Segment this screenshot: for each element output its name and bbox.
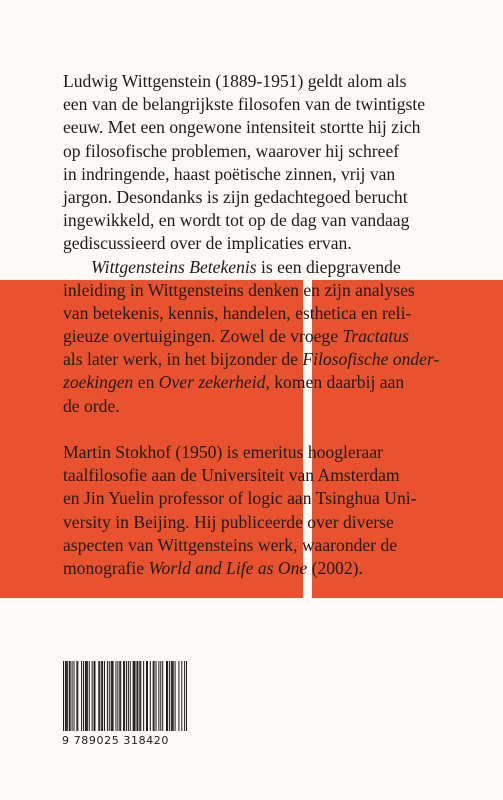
work-title: World and Life as One (148, 557, 308, 578)
barcode-bar (113, 661, 114, 731)
barcode-bar (130, 661, 131, 731)
barcode-bar (134, 661, 135, 731)
barcode-bar (128, 661, 129, 731)
text-line: Martin Stokhof (1950) is emeritus hoogleraar (63, 442, 384, 462)
barcode-bar (81, 661, 82, 731)
text-line: taalfilosofie aan de Universiteit van Amsterdam (63, 465, 400, 486)
barcode-bar (98, 661, 99, 731)
text-line: de orde. (63, 395, 120, 416)
text-span: is een diepgravende (256, 256, 401, 277)
text-line (63, 256, 483, 279)
barcode-bar (73, 661, 74, 731)
text-span: en (133, 372, 159, 393)
work-title: Over zekerheid (158, 372, 266, 393)
barcode-bar (109, 661, 110, 731)
barcode-bar (143, 661, 144, 731)
text-line: ingewikkeld, en wordt tot op de dag van vandaag (63, 210, 410, 231)
barcode-bar (186, 661, 187, 731)
barcode-bar (63, 661, 64, 731)
barcode-bar (173, 661, 174, 731)
barcode-bar (94, 661, 95, 731)
barcode-bar (139, 661, 140, 731)
text-line: op filosofische problemen, waarover hij schreef (63, 140, 400, 161)
text-line (63, 371, 483, 394)
barcode-bar (147, 661, 148, 731)
barcode-bar (104, 661, 105, 731)
barcode-bar (70, 661, 71, 731)
barcode-bar (156, 661, 157, 731)
barcode-bar (76, 661, 77, 731)
isbn-barcode (63, 661, 187, 731)
barcode-bar (112, 661, 113, 731)
barcode-bar (172, 661, 173, 731)
barcode-bar (158, 661, 159, 731)
barcode-bar (162, 661, 163, 731)
barcode-bar (126, 661, 127, 731)
barcode-bar (140, 661, 141, 731)
barcode-bar (181, 661, 182, 731)
barcode-bar (65, 661, 66, 731)
barcode-bar (154, 661, 155, 731)
barcode-bar (124, 661, 125, 731)
barcode-bar (86, 661, 87, 731)
barcode-bar (94, 661, 95, 731)
barcode-bar (66, 661, 67, 731)
barcode-bar (89, 661, 90, 731)
barcode-bar (111, 661, 112, 731)
book-title: Wittgensteins Betekenis (91, 256, 257, 277)
text-line (63, 325, 483, 348)
barcode-bar (166, 661, 167, 731)
barcode-bar (119, 661, 120, 731)
barcode-bar (175, 661, 176, 731)
text-line: en Jin Yuelin professor of logic aan Tsinghua Uni- (63, 488, 417, 509)
barcode-bar (85, 661, 86, 731)
isbn-digits: 9 789025 318420 (62, 734, 169, 747)
text-line: van betekenis, kennis, handelen, esthetica en reli- (63, 302, 412, 323)
barcode-bar (99, 661, 100, 731)
barcode-bar (133, 661, 134, 731)
text-line: eeuw. Met een ongewone intensiteit stortte hij zich (63, 117, 421, 138)
barcode-bar (67, 661, 68, 731)
barcode-bar (77, 661, 78, 731)
text-line: in indringende, haast poëtische zinnen, vrij van (63, 163, 396, 184)
barcode-bar (135, 661, 136, 731)
barcode-bar (167, 661, 168, 731)
barcode-bar (69, 661, 70, 731)
paragraph-author-bio (63, 441, 483, 580)
text-line: jargon. Desondanks is zijn gedachtegoed berucht (63, 186, 408, 207)
text-span: , komen daarbij aan (265, 372, 405, 393)
barcode-bar (120, 661, 121, 731)
text-line: gediscussieerd over de implicaties ervan. (63, 233, 352, 254)
paragraph-intro (63, 70, 483, 256)
barcode-bar (171, 661, 172, 731)
barcode-bar (136, 661, 137, 731)
text-span: als later werk, in het bijzonder de (63, 349, 303, 370)
work-title: Tractatus (342, 326, 409, 347)
barcode-bar (72, 661, 73, 731)
barcode-bar (184, 661, 185, 731)
text-span: monografie (63, 557, 149, 578)
text-span: gieuze overtuigingen. Zowel de vroege (63, 326, 343, 347)
barcode-bar (178, 661, 179, 731)
barcode-bar (137, 661, 138, 731)
text-line: versity in Beijing. Hij publiceerde over diverse (63, 511, 394, 532)
text-line (63, 557, 483, 580)
work-title: zoekingen (63, 372, 134, 393)
barcode-bar (101, 661, 102, 731)
text-span: (2002). (307, 557, 363, 578)
barcode-bar (150, 661, 151, 731)
back-cover-text (63, 70, 483, 580)
barcode-bar (153, 661, 154, 731)
paragraph-gap (63, 418, 483, 441)
text-line: Ludwig Wittgenstein (1889-1951) geldt alom als (63, 71, 407, 91)
text-line: een van de belangrijkste filosofen van de twintigste (63, 94, 426, 115)
barcode-bar (107, 661, 108, 731)
barcode-bar (117, 661, 118, 731)
barcode-bar (115, 661, 116, 731)
paragraph-book-description (63, 256, 483, 418)
text-line (63, 348, 483, 371)
barcode-bar (146, 661, 147, 731)
barcode-bar (160, 661, 161, 731)
barcode-bar (169, 661, 170, 731)
text-line: inleiding in Wittgensteins denken en zijn analyses (63, 279, 415, 300)
work-title: Filosofische onder- (302, 349, 440, 370)
barcode-bar (123, 661, 124, 731)
barcode-bar (83, 661, 84, 731)
text-line: aspecten van Wittgensteins werk, waaronder de (63, 534, 398, 555)
barcode-bar (92, 661, 93, 731)
barcode-bar (87, 661, 88, 731)
barcode-bar (102, 661, 103, 731)
